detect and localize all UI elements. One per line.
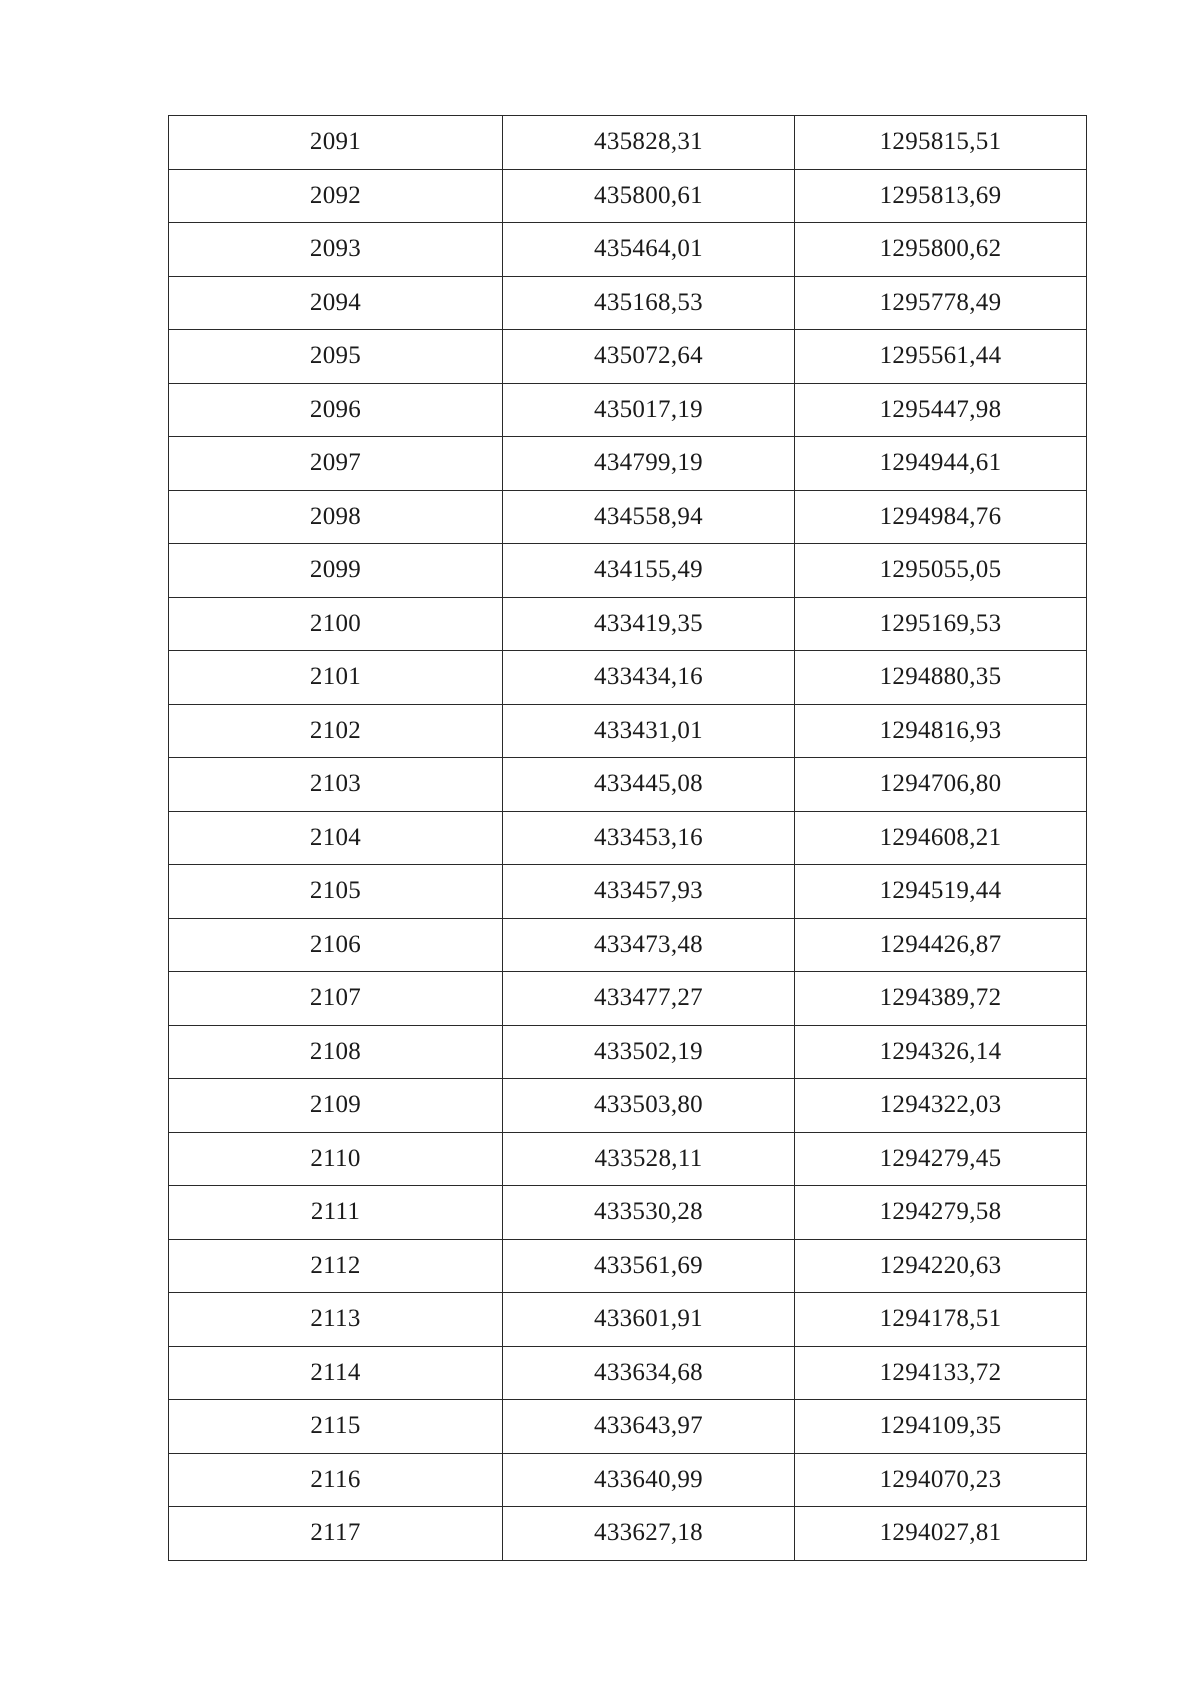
table-row (169, 1293, 1087, 1347)
table-row (169, 544, 1087, 598)
table-row (169, 169, 1087, 223)
y-coordinate-cell: 1294279,58 (795, 1186, 1087, 1240)
x-coordinate-cell: 435072,64 (503, 330, 795, 384)
point-number-cell: 2095 (169, 330, 503, 384)
y-coordinate-cell: 1294389,72 (795, 972, 1087, 1026)
x-coordinate-cell: 433601,91 (503, 1293, 795, 1347)
y-coordinate-cell: 1294880,35 (795, 651, 1087, 705)
coordinates-table-body (169, 116, 1087, 1561)
table-row (169, 597, 1087, 651)
y-coordinate-cell: 1294706,80 (795, 758, 1087, 812)
x-coordinate-cell: 433634,68 (503, 1346, 795, 1400)
x-coordinate-cell: 433453,16 (503, 811, 795, 865)
table-row (169, 1453, 1087, 1507)
x-coordinate-cell: 434558,94 (503, 490, 795, 544)
x-coordinate-cell: 434155,49 (503, 544, 795, 598)
point-number-cell: 2107 (169, 972, 503, 1026)
table-row (169, 1132, 1087, 1186)
x-coordinate-cell: 435800,61 (503, 169, 795, 223)
point-number-cell: 2097 (169, 437, 503, 491)
table-row (169, 1079, 1087, 1133)
y-coordinate-cell: 1294027,81 (795, 1507, 1087, 1561)
table-row (169, 972, 1087, 1026)
x-coordinate-cell: 434799,19 (503, 437, 795, 491)
y-coordinate-cell: 1294816,93 (795, 704, 1087, 758)
table-row (169, 758, 1087, 812)
x-coordinate-cell: 433640,99 (503, 1453, 795, 1507)
x-coordinate-cell: 433473,48 (503, 918, 795, 972)
table-row (169, 490, 1087, 544)
y-coordinate-cell: 1294178,51 (795, 1293, 1087, 1347)
y-coordinate-cell: 1294133,72 (795, 1346, 1087, 1400)
point-number-cell: 2098 (169, 490, 503, 544)
point-number-cell: 2117 (169, 1507, 503, 1561)
y-coordinate-cell: 1295055,05 (795, 544, 1087, 598)
table-row (169, 865, 1087, 919)
table-row (169, 704, 1087, 758)
point-number-cell: 2099 (169, 544, 503, 598)
table-row (169, 811, 1087, 865)
x-coordinate-cell: 433528,11 (503, 1132, 795, 1186)
table-row (169, 276, 1087, 330)
table-row (169, 1346, 1087, 1400)
point-number-cell: 2092 (169, 169, 503, 223)
point-number-cell: 2106 (169, 918, 503, 972)
table-row (169, 651, 1087, 705)
coordinates-table (168, 115, 1087, 1561)
x-coordinate-cell: 433434,16 (503, 651, 795, 705)
table-row (169, 437, 1087, 491)
y-coordinate-cell: 1295561,44 (795, 330, 1087, 384)
y-coordinate-cell: 1295815,51 (795, 116, 1087, 170)
x-coordinate-cell: 433477,27 (503, 972, 795, 1026)
table-row (169, 918, 1087, 972)
point-number-cell: 2111 (169, 1186, 503, 1240)
point-number-cell: 2103 (169, 758, 503, 812)
point-number-cell: 2108 (169, 1025, 503, 1079)
point-number-cell: 2100 (169, 597, 503, 651)
x-coordinate-cell: 433561,69 (503, 1239, 795, 1293)
point-number-cell: 2113 (169, 1293, 503, 1347)
point-number-cell: 2116 (169, 1453, 503, 1507)
point-number-cell: 2115 (169, 1400, 503, 1454)
x-coordinate-cell: 433627,18 (503, 1507, 795, 1561)
point-number-cell: 2110 (169, 1132, 503, 1186)
table-row (169, 1239, 1087, 1293)
y-coordinate-cell: 1294070,23 (795, 1453, 1087, 1507)
point-number-cell: 2112 (169, 1239, 503, 1293)
point-number-cell: 2093 (169, 223, 503, 277)
point-number-cell: 2109 (169, 1079, 503, 1133)
x-coordinate-cell: 433503,80 (503, 1079, 795, 1133)
point-number-cell: 2094 (169, 276, 503, 330)
x-coordinate-cell: 433530,28 (503, 1186, 795, 1240)
table-row (169, 1025, 1087, 1079)
x-coordinate-cell: 433431,01 (503, 704, 795, 758)
y-coordinate-cell: 1295813,69 (795, 169, 1087, 223)
y-coordinate-cell: 1294944,61 (795, 437, 1087, 491)
x-coordinate-cell: 435017,19 (503, 383, 795, 437)
y-coordinate-cell: 1294109,35 (795, 1400, 1087, 1454)
y-coordinate-cell: 1294608,21 (795, 811, 1087, 865)
x-coordinate-cell: 435828,31 (503, 116, 795, 170)
y-coordinate-cell: 1294220,63 (795, 1239, 1087, 1293)
point-number-cell: 2104 (169, 811, 503, 865)
y-coordinate-cell: 1295447,98 (795, 383, 1087, 437)
x-coordinate-cell: 435464,01 (503, 223, 795, 277)
x-coordinate-cell: 433457,93 (503, 865, 795, 919)
point-number-cell: 2091 (169, 116, 503, 170)
table-row (169, 1400, 1087, 1454)
table-row (169, 383, 1087, 437)
x-coordinate-cell: 435168,53 (503, 276, 795, 330)
point-number-cell: 2101 (169, 651, 503, 705)
table-row (169, 330, 1087, 384)
y-coordinate-cell: 1294279,45 (795, 1132, 1087, 1186)
table-row (169, 116, 1087, 170)
point-number-cell: 2096 (169, 383, 503, 437)
point-number-cell: 2105 (169, 865, 503, 919)
point-number-cell: 2114 (169, 1346, 503, 1400)
x-coordinate-cell: 433643,97 (503, 1400, 795, 1454)
point-number-cell: 2102 (169, 704, 503, 758)
y-coordinate-cell: 1295169,53 (795, 597, 1087, 651)
y-coordinate-cell: 1294326,14 (795, 1025, 1087, 1079)
table-row (169, 223, 1087, 277)
y-coordinate-cell: 1294322,03 (795, 1079, 1087, 1133)
x-coordinate-cell: 433445,08 (503, 758, 795, 812)
y-coordinate-cell: 1295800,62 (795, 223, 1087, 277)
table-row (169, 1507, 1087, 1561)
y-coordinate-cell: 1294984,76 (795, 490, 1087, 544)
x-coordinate-cell: 433419,35 (503, 597, 795, 651)
y-coordinate-cell: 1295778,49 (795, 276, 1087, 330)
x-coordinate-cell: 433502,19 (503, 1025, 795, 1079)
table-row (169, 1186, 1087, 1240)
y-coordinate-cell: 1294426,87 (795, 918, 1087, 972)
y-coordinate-cell: 1294519,44 (795, 865, 1087, 919)
